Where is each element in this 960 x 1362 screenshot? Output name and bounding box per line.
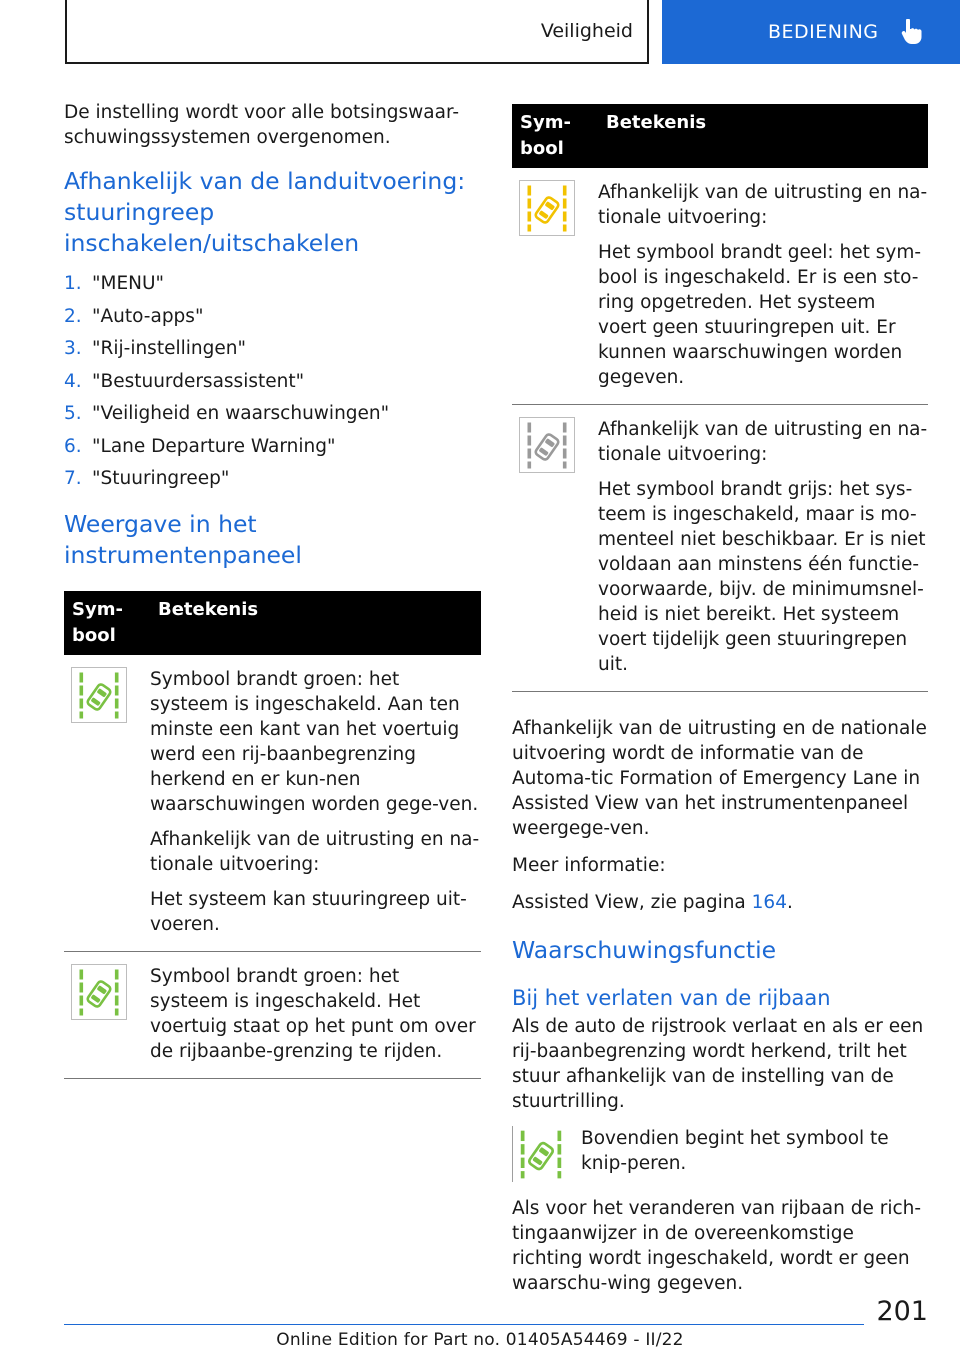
assisted-view-reference xyxy=(512,890,928,915)
row-description: Het symbool brandt grijs: het sys-teem is ingeschakeld, maar is mo-menteel niet beschikbaar. Er is niet voldaan aan minstens één functie-voorwaarde, bijv. de minimumsnel-heid is niet bereikt. Het systeem voert tijdelijk geen stuuringrepen uit. xyxy=(598,479,926,675)
row-description: Afhankelijk van de uitrusting en na-tionale uitvoering: xyxy=(598,182,928,228)
list-item xyxy=(64,336,481,361)
page-number: 201 xyxy=(876,1296,928,1327)
right-column xyxy=(512,104,928,1308)
column-header-symbol: Sym-bool xyxy=(64,591,150,655)
blinking-symbol-note xyxy=(512,1126,928,1182)
header-section-tab xyxy=(65,0,649,64)
info-paragraph: Afhankelijk van de uitrusting en de nationale uitvoering wordt de informatie van de Automa-tic Formation of Emergency Lane in Assisted View van het instrumentenpaneel weergege-ven. xyxy=(512,718,927,839)
step-text: "Auto-apps" xyxy=(92,305,204,327)
step-number: 3. xyxy=(64,338,82,359)
lane-departure-gray-icon xyxy=(519,417,575,473)
step-text: "Veiligheid en waarschuwingen" xyxy=(92,403,390,424)
step-number: 7. xyxy=(64,468,82,489)
column-header-meaning: Betekenis xyxy=(150,591,481,655)
reference-text: Assisted View, zie pagina xyxy=(512,892,752,913)
step-text: "Bestuurdersassistent" xyxy=(92,370,305,392)
step-number: 5. xyxy=(64,403,82,424)
row-description: Afhankelijk van de uitrusting en na-tionale uitvoering: xyxy=(598,419,928,465)
lane-departure-yellow-icon xyxy=(519,180,575,236)
step-text: "Lane Departure Warning" xyxy=(92,435,336,457)
table-row xyxy=(512,168,928,405)
step-number: 6. xyxy=(64,435,82,457)
table-row xyxy=(64,655,481,952)
footer-edition-text: Online Edition for Part no. 01405A54469 - II/22 xyxy=(276,1330,684,1350)
intro-paragraph: De instelling wordt voor alle botsingswaar-schuwingssystemen overgenomen. xyxy=(64,102,460,148)
list-item xyxy=(64,434,481,459)
row-description: Het symbool brandt geel: het sym-bool is ingeschakeld. Er is een sto-ring opgetreden. Het systeem voert geen stuuringrepen uit. Er kunnen waarschuwingen worden gegeven. xyxy=(598,242,922,388)
symbol-table-right xyxy=(512,104,928,692)
leaving-lane-paragraph: Als de auto de rijstrook verlaat en als er een rij-baanbegrenzing wordt herkend, trilt het stuur afhankelijk van de instelling van de stuurtrilling. xyxy=(512,1016,924,1112)
pointing-hand-icon xyxy=(901,19,923,45)
row-description: Afhankelijk van de uitrusting en na-tionale uitvoering: xyxy=(150,829,480,875)
step-text: "Rij-instellingen" xyxy=(92,338,246,359)
row-description: Het systeem kan stuuringreep uit-voeren. xyxy=(150,889,467,935)
more-info-label: Meer informatie: xyxy=(512,855,666,876)
subheading-leaving-lane: Bij het verlaten van de rijbaan xyxy=(512,986,831,1010)
header-section-label: Veiligheid xyxy=(540,20,633,42)
list-item xyxy=(64,466,481,491)
heading-instrument-display: Weergave in het instrumentenpaneel xyxy=(64,510,302,569)
heading-steering-intervention: Afhankelijk van de landuitvoering: stuuringreep inschakelen/uitschakelen xyxy=(64,167,466,257)
list-item xyxy=(64,304,481,329)
step-number: 2. xyxy=(64,305,82,327)
step-number: 1. xyxy=(64,273,82,294)
left-column xyxy=(64,100,481,1079)
header-chapter-tab[interactable] xyxy=(662,0,960,64)
header-chapter-label: BEDIENING xyxy=(768,21,879,43)
lane-departure-green-arrow-icon xyxy=(71,964,127,1020)
table-row xyxy=(64,952,481,1079)
lane-departure-green-icon xyxy=(71,667,127,723)
step-text: "Stuuringreep" xyxy=(92,468,230,489)
symbol-table-left xyxy=(64,591,481,1079)
step-text: "MENU" xyxy=(92,273,165,294)
row-description: Symbool brandt groen: het systeem is ingeschakeld. Het voertuig staat op het punt om over de rijbaanbe-grenzing te rijden. xyxy=(150,966,476,1062)
list-item xyxy=(64,369,481,394)
column-header-meaning: Betekenis xyxy=(598,104,928,168)
list-item xyxy=(64,401,481,426)
heading-warning-function: Waarschuwingsfunctie xyxy=(512,936,777,964)
step-number: 4. xyxy=(64,370,82,392)
lane-departure-green-icon xyxy=(512,1126,569,1182)
indicator-paragraph: Als voor het veranderen van rijbaan de rich-tingaanwijzer in de overeenkomstige richting wordt ingeschakeld, wordt er geen waarschu-wing gegeven. xyxy=(512,1198,922,1294)
column-header-symbol: Sym-bool xyxy=(512,104,598,168)
table-row xyxy=(512,405,928,692)
page-link-164[interactable]: 164 xyxy=(751,892,787,913)
footer-divider xyxy=(64,1324,864,1325)
blink-paragraph: Bovendien begint het symbool te knip-peren. xyxy=(581,1128,889,1174)
steps-list xyxy=(64,271,481,491)
row-description: Symbool brandt groen: het systeem is ingeschakeld. Aan ten minste een kant van het voertuig werd een rij-baanbegrenzing herkend en er kun-nen waarschuwingen worden gege-ven. xyxy=(150,669,479,815)
reference-suffix: . xyxy=(786,892,793,913)
list-item xyxy=(64,271,481,296)
